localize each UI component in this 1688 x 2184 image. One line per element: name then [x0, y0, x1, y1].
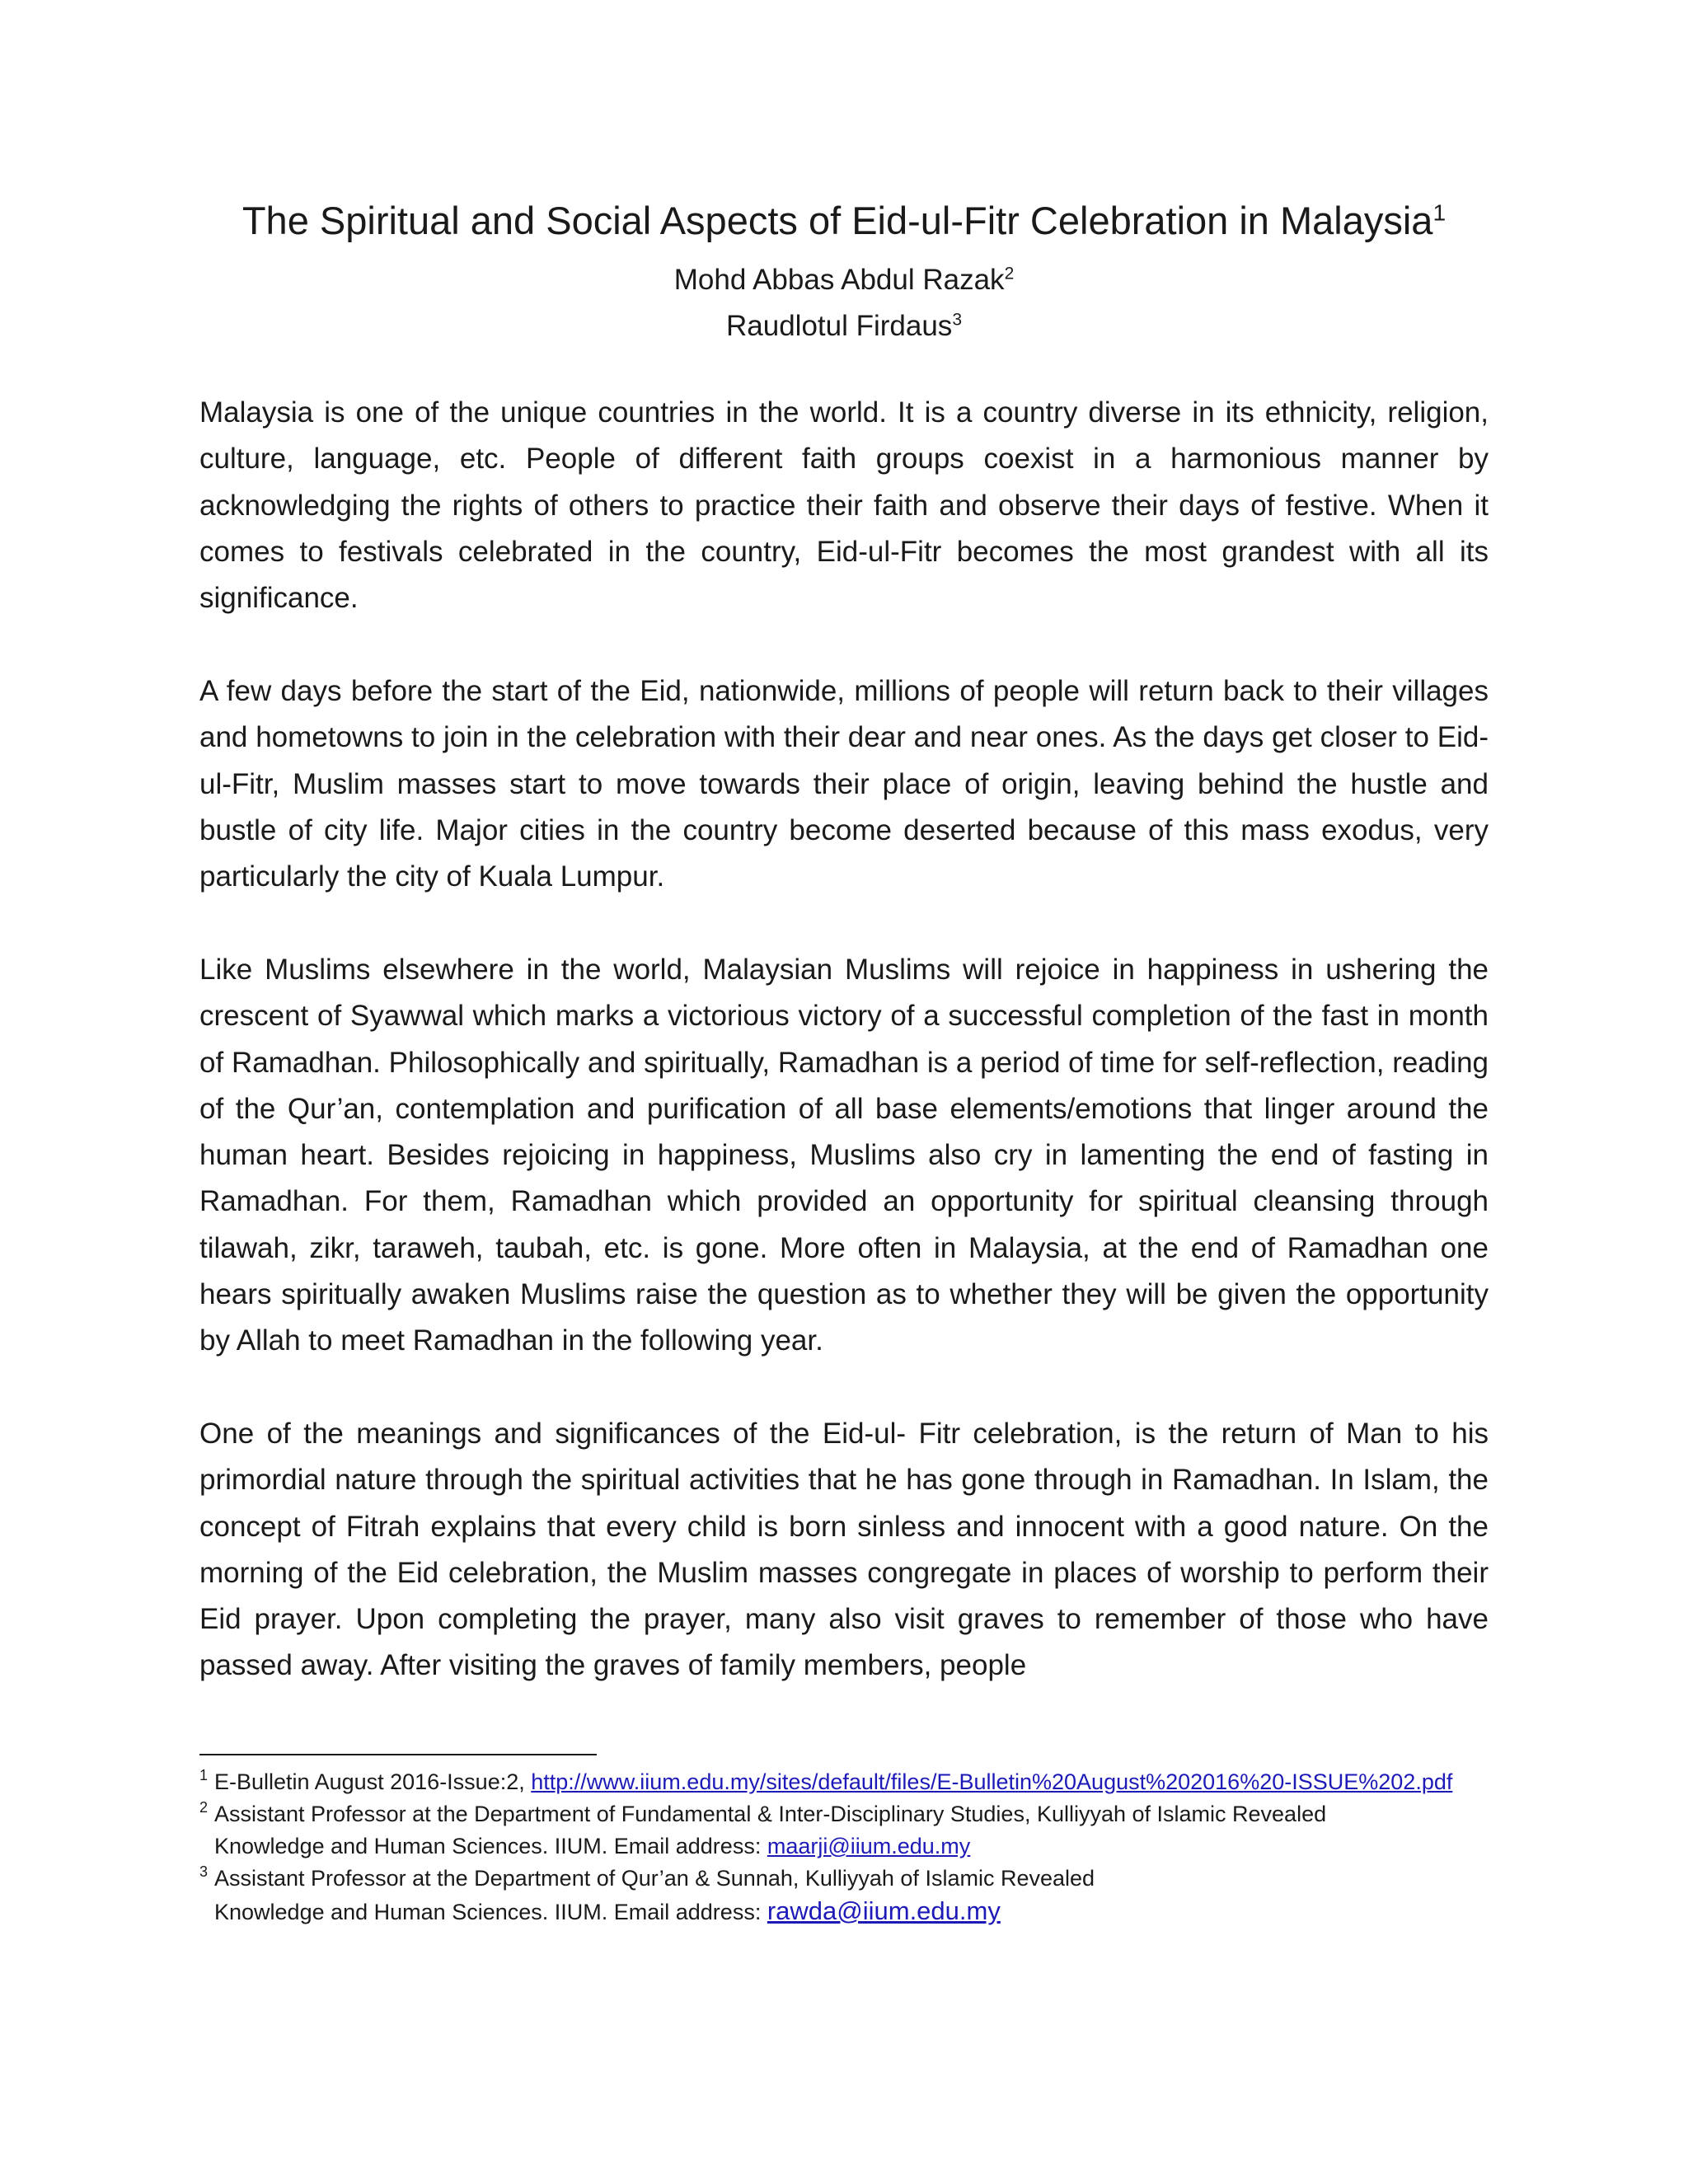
- footnote-text: Assistant Professor at the Department of Qur’an & Sunnah, Kulliyyah of Islamic Revealed: [214, 1866, 1095, 1891]
- author-name: Mohd Abbas Abdul Razak: [673, 264, 1005, 296]
- footnote-item: [199, 1798, 1518, 1830]
- author-line: [198, 262, 1490, 298]
- footnote-text: Knowledge and Human Sciences. IIUM. Email address:: [214, 1900, 767, 1924]
- author-line: [198, 308, 1490, 344]
- footnote-text: Assistant Professor at the Department of Fundamental & Inter-Disciplinary Studies, Kulliyyah of Islamic Revealed: [214, 1802, 1327, 1826]
- footnote-number: 3: [199, 1863, 209, 1880]
- footnote-continuation: [199, 1895, 1518, 1929]
- document-title: [198, 196, 1490, 246]
- author-name: Raudlotul Firdaus: [726, 310, 953, 342]
- footnote-text: E-Bulletin August 2016-Issue:2,: [214, 1769, 532, 1794]
- footnote-divider: [199, 1754, 597, 1755]
- title-text: The Spiritual and Social Aspects of Eid-ul-Fitr Celebration in Malaysia: [241, 199, 1433, 242]
- author-footnote-marker: 2: [1004, 264, 1015, 284]
- footnote-source-link[interactable]: http://www.iium.edu.my/sites/default/files/E-Bulletin%20August%202016%20-ISSUE%202.pdf: [531, 1769, 1453, 1794]
- title-footnote-marker: 1: [1432, 199, 1447, 226]
- footnote-item: [199, 1766, 1518, 1798]
- author-email-link[interactable]: rawda@iium.edu.my: [767, 1896, 1001, 1925]
- body-paragraph: Like Muslims elsewhere in the world, Malaysian Muslims will rejoice in happiness in ushering the crescent of Syawwal which marks a victorious victory of a successful completion of the fast in month of Ramadhan. Philosophically and spiritually, Ramadhan is a period of time for self-reflection, reading of the Qur’an, contemplation and purification of all base elements/emotions that linger around the human heart. Besides rejoicing in happiness, Muslims also cry in lamenting the end of fasting in Ramadhan. For them, Ramadhan which provided an opportunity for spiritual cleansing through tilawah, zikr, taraweh, taubah, etc. is gone. More often in Malaysia, at the end of Ramadhan one hears spiritually awaken Muslims raise the question as to whether they will be given the opportunity by Allah to meet Ramadhan in the following year.: [199, 954, 1489, 1357]
- footnote-item: [199, 1863, 1518, 1895]
- author-email-link[interactable]: maarji@iium.edu.my: [767, 1834, 971, 1858]
- body-paragraph: One of the meanings and significances of the Eid-ul- Fitr celebration, is the return of Man to his primordial nature through the spiritual activities that he has gone through in Ramadhan. In Islam, the concept of Fitrah explains that every child is born sinless and innocent with a good nature. On the morning of the Eid celebration, the Muslim masses congregate in places of worship to perform their Eid prayer. Upon completing the prayer, many also visit graves to remember of those who have passed away. After visiting the graves of family members, people: [199, 1418, 1489, 1682]
- footnote-number: 2: [199, 1799, 209, 1816]
- footnotes-section: [199, 1766, 1518, 1929]
- body-paragraph: A few days before the start of the Eid, nationwide, millions of people will return back to their villages and hometowns to join in the celebration with their dear and near ones. As the days get closer to Eid-ul-Fitr, Muslim masses start to move towards their place of origin, leaving behind the hustle and bustle of city life. Major cities in the country become deserted because of this mass exodus, very particularly the city of Kuala Lumpur.: [199, 675, 1489, 893]
- footnote-number: 1: [199, 1767, 209, 1783]
- body-paragraph: Malaysia is one of the unique countries in the world. It is a country diverse in its ethnicity, religion, culture, language, etc. People of different faith groups coexist in a harmonious manner by acknowledging the rights of others to practice their faith and observe their days of festive. When it comes to festivals celebrated in the country, Eid-ul-Fitr becomes the most grandest with all its significance.: [199, 396, 1489, 615]
- footnote-continuation: [199, 1830, 1518, 1863]
- author-footnote-marker: 3: [952, 310, 962, 330]
- footnote-text: Knowledge and Human Sciences. IIUM. Email address:: [214, 1834, 767, 1858]
